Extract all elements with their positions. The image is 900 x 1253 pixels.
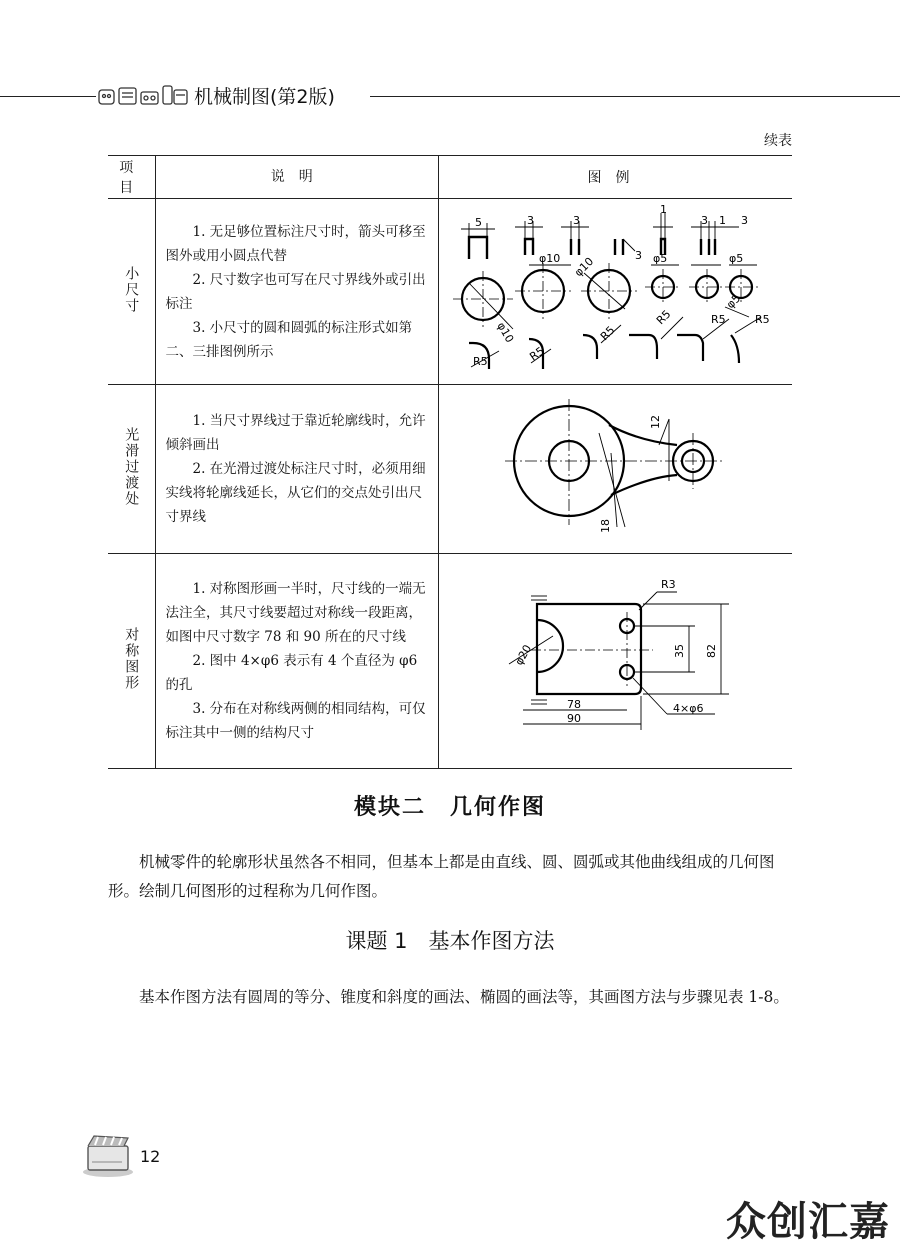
row-item-label: 小尺寸: [123, 265, 140, 314]
note-line: 3. 小尺寸的圆和圆弧的标注形式如第二、三排图例所示: [165, 319, 413, 360]
figure-label: R5: [597, 323, 618, 344]
row-figure-cell: [438, 199, 792, 385]
header-rule-left: [0, 96, 96, 97]
row-figure-cell: [438, 385, 792, 554]
note-line: 3. 分布在对称线两侧的相同结构，可仅标注其中一侧的结构尺寸: [165, 701, 426, 741]
figure-label: φ5: [723, 291, 744, 312]
figure-label: 3: [740, 214, 748, 227]
figure-label: 3: [526, 214, 534, 227]
lesson-intro-text: 基本作图方法有圆周的等分、锥度和斜度的画法、椭圆的画法等，其画图方法与步骤见表 1-8。: [139, 988, 789, 1006]
figure-label: 18: [598, 519, 612, 533]
row-item-label: 对称图形: [123, 627, 140, 691]
note-line: 2. 尺寸数字也可写在尺寸界线外或引出标注: [165, 271, 426, 312]
module-intro-text: 机械零件的轮廓形状虽然各不相同，但基本上都是由直线、圆、圆弧或其他曲线组成的几何图形。绘制几何图形的过程称为几何作图。: [108, 853, 775, 900]
lesson-title: 课题 1 基本作图方法: [345, 929, 555, 953]
clapperboard-icon: [82, 1132, 134, 1178]
col-header-figure: 图例: [438, 156, 792, 199]
figure-label: R5: [527, 344, 547, 364]
row-item-cell: [108, 199, 155, 385]
figure-label: 3: [634, 249, 642, 262]
row-item-label: 光滑过渡处: [123, 427, 140, 507]
figure-label: φ5: [652, 252, 668, 265]
module-intro-paragraph: [108, 848, 792, 906]
table-header-row: [108, 156, 792, 199]
figure-label: R5: [653, 307, 674, 328]
smooth-transition-figure: [439, 385, 792, 549]
row-item-cell: [108, 554, 155, 769]
row-figure-cell: [438, 554, 792, 769]
figure-label: R5: [710, 313, 726, 326]
note-line: 1. 对称图形画一半时，尺寸线的一端无法注全，其尺寸线要超过对称线一段距离，如图中尺寸数字 78 和 90 所在的尺寸线: [165, 581, 426, 645]
figure-label: 90: [566, 712, 581, 725]
symmetric-figure: [439, 554, 792, 764]
figure-label: φ10: [538, 252, 561, 265]
header-rule-right: [370, 96, 900, 97]
note-line: 1. 无足够位置标注尺寸时，箭头可移至图外或用小圆点代替: [165, 223, 426, 264]
figure-label: 3: [572, 214, 580, 227]
note-line: 1. 当尺寸界线过于靠近轮廓线时，允许倾斜画出: [165, 413, 426, 453]
dimension-table: [108, 155, 792, 769]
figure-label: R5: [472, 355, 488, 368]
figure-label: 4×φ6: [672, 702, 704, 715]
col-header-notes: 说明: [155, 156, 438, 199]
small-dimension-figure: [439, 199, 792, 380]
figure-label: 3: [700, 214, 708, 227]
continued-label: 续表: [764, 133, 792, 149]
note-line: 2. 在光滑过渡处标注尺寸时，必须用细实线将轮廓线延长，从它们的交点处引出尺寸界线: [165, 461, 426, 525]
figure-label: φ5: [728, 252, 744, 265]
table-row: [108, 554, 792, 769]
header-title: 机械制图(第2版): [194, 86, 335, 108]
table-row: [108, 199, 792, 385]
figure-label: φ10: [571, 254, 597, 280]
figure-label: 1: [718, 214, 726, 227]
figure-label: 5: [474, 216, 482, 229]
row-notes-cell: [155, 385, 438, 554]
figure-label: 78: [566, 698, 581, 711]
running-header: [0, 80, 900, 114]
row-notes-cell: [155, 554, 438, 769]
figure-label: φ20: [512, 642, 535, 668]
figure-label: R5: [754, 313, 770, 326]
figure-label: 1: [659, 203, 667, 216]
table-row: [108, 385, 792, 554]
note-line: 2. 图中 4×φ6 表示有 4 个直径为 φ6 的孔: [165, 653, 418, 693]
figure-label: φ10: [494, 320, 517, 345]
figure-label: R3: [660, 578, 676, 591]
lesson-intro-paragraph: [108, 983, 792, 1012]
figure-label: 82: [704, 644, 718, 658]
header-logo-icon: [97, 83, 189, 109]
page-number: 12: [140, 1147, 161, 1166]
module-title: 模块二 几何作图: [353, 794, 546, 820]
figure-label: 12: [648, 415, 662, 429]
row-notes-cell: [155, 199, 438, 385]
watermark: 众创汇嘉: [726, 1199, 890, 1245]
figure-label: 35: [672, 644, 686, 658]
col-header-item: 项目: [108, 156, 155, 199]
row-item-cell: [108, 385, 155, 554]
